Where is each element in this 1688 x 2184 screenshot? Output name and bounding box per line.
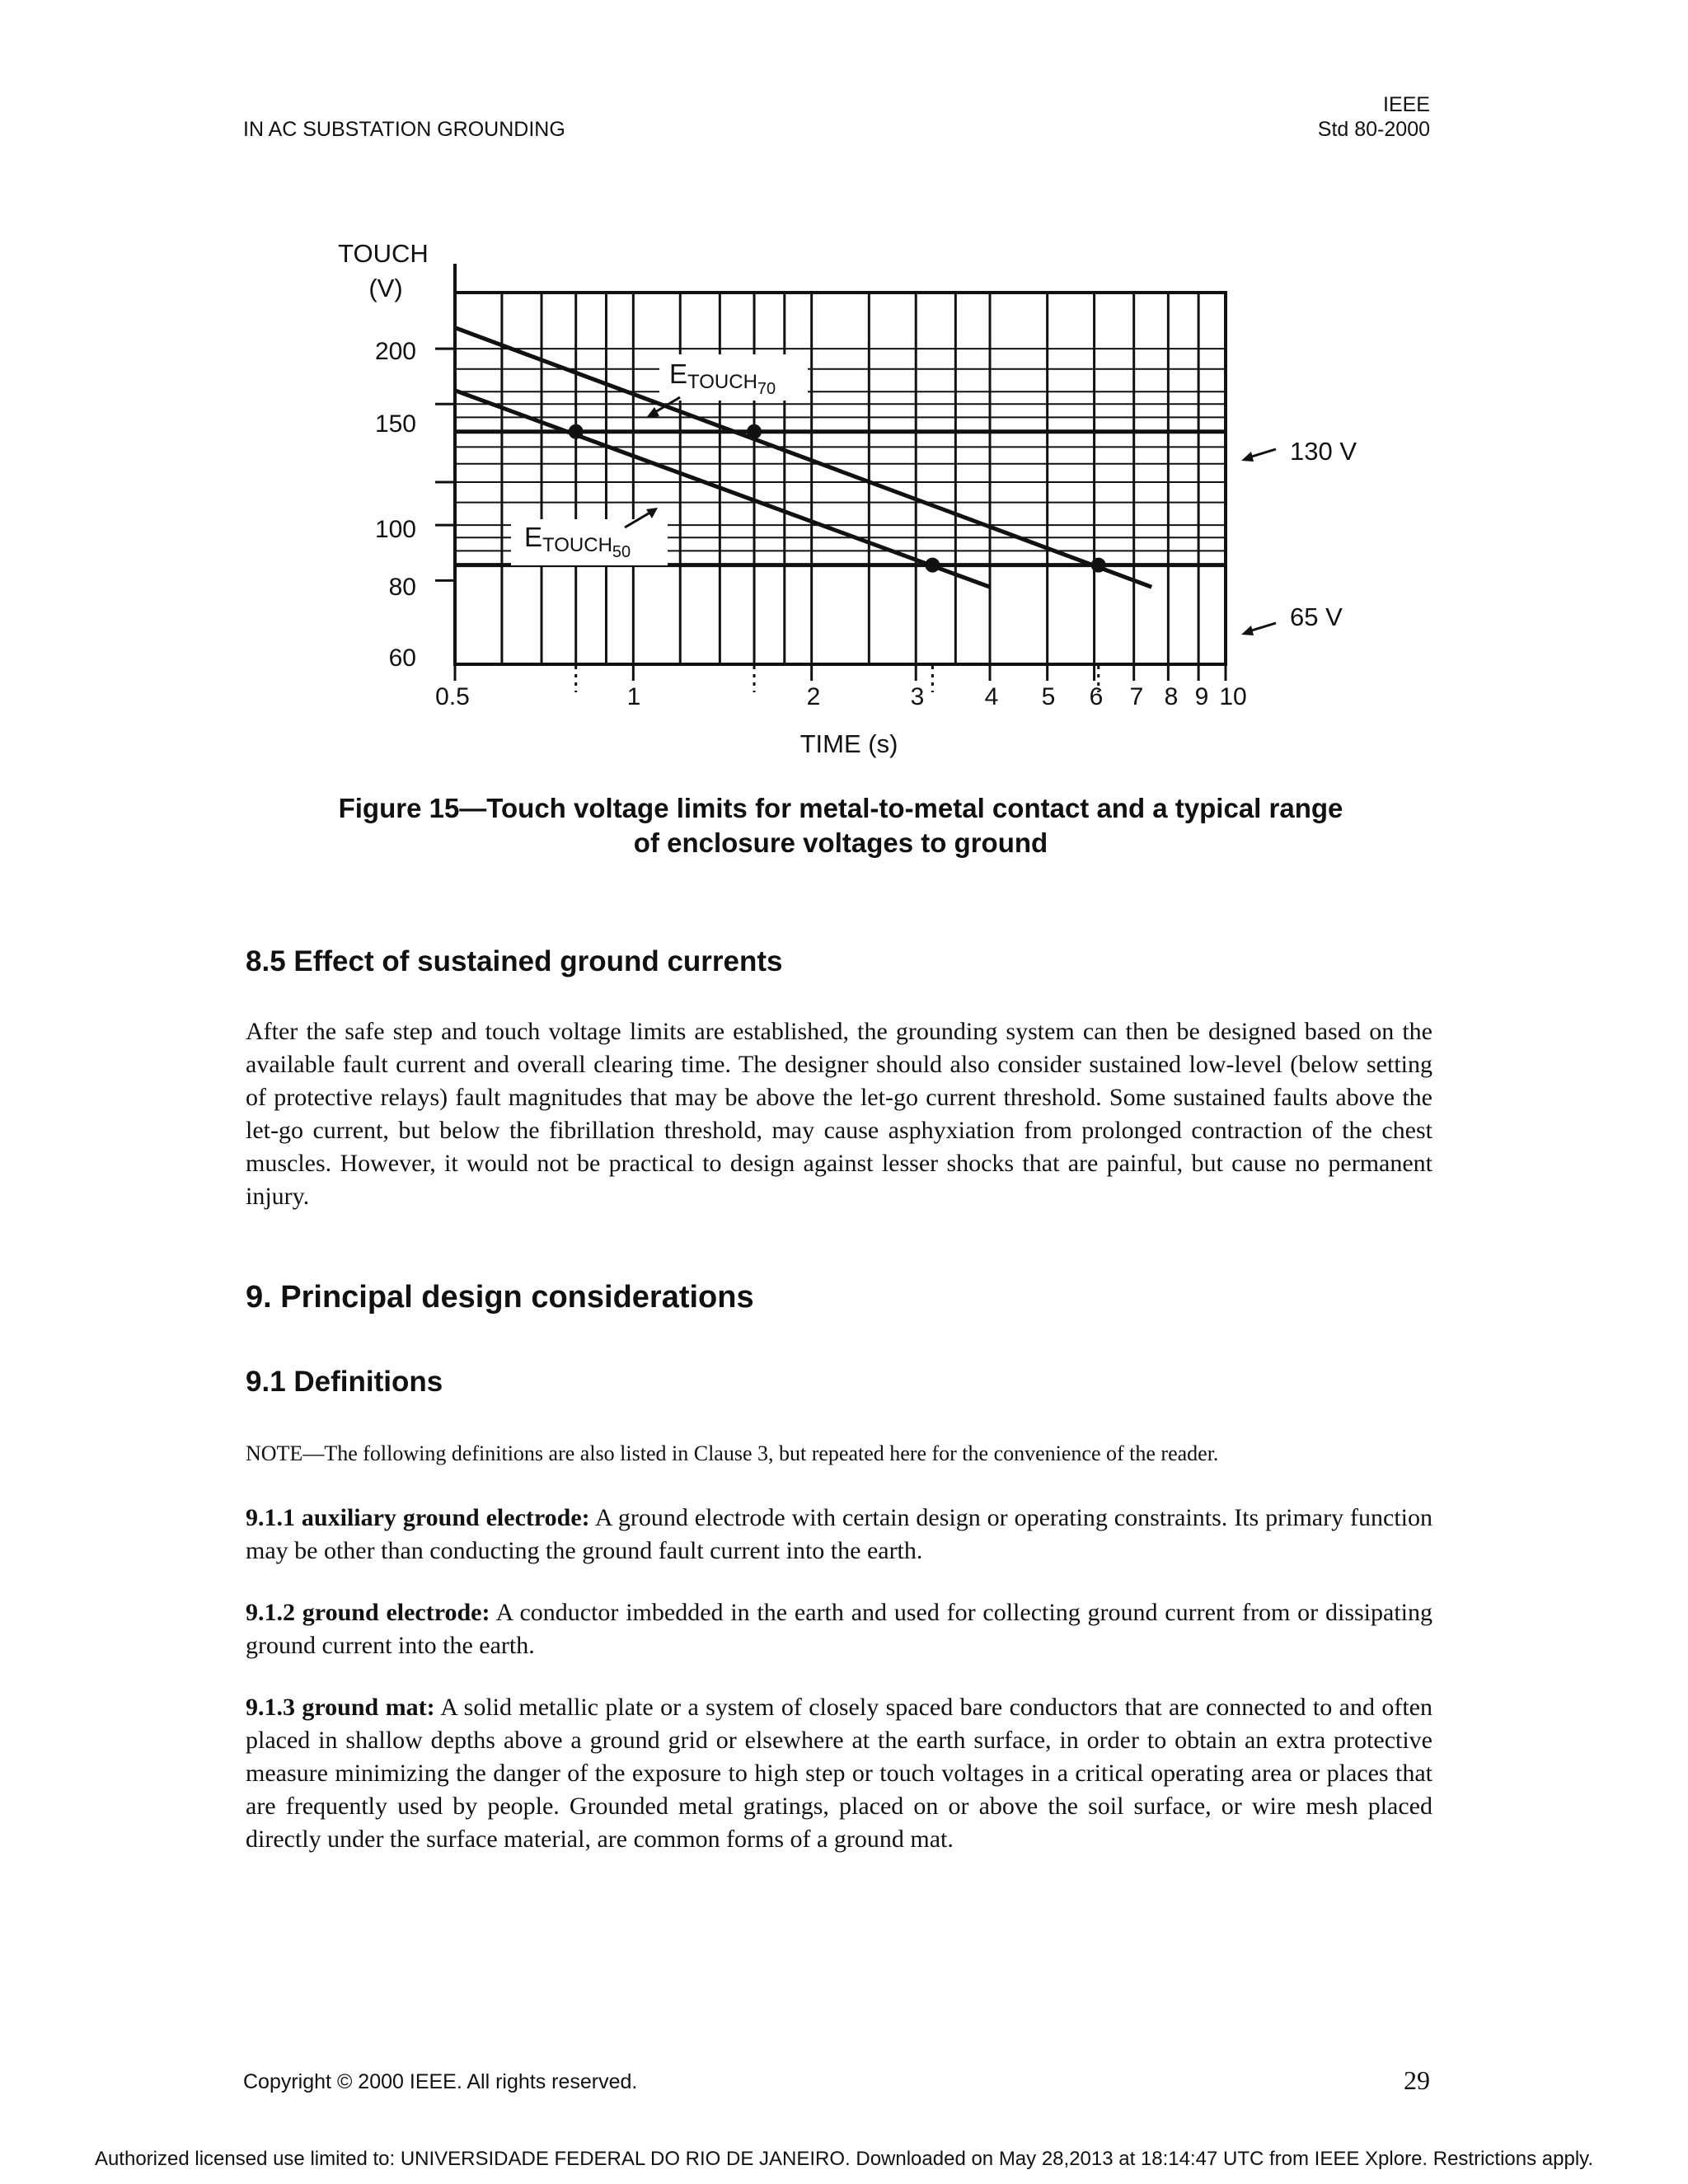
y-axis-label-line1: TOUCH — [338, 239, 429, 268]
y-tick-label-80: 80 — [388, 574, 416, 601]
ref-arrowhead-65v — [1241, 626, 1254, 635]
x-tick-label-9: 9 — [1194, 683, 1209, 710]
definition-9-1-1-term: 9.1.1 auxiliary ground electrode: — [246, 1504, 590, 1531]
license-notice: Authorized licensed use limited to: UNIVERSIDADE FEDERAL DO RIO DE JANEIRO. Downloaded on May 28,2013 at 18:14:47 UTC from IEEE Xplore. Restrictions apply. — [94, 2148, 1594, 2170]
copyright-footer: Copyright © 2000 IEEE. All rights reserved. — [243, 2070, 638, 2093]
x-tick-label-0.5: 0.5 — [435, 683, 470, 710]
ref-label-130v: 130 V — [1290, 437, 1357, 466]
ref-label-65v: 65 V — [1290, 602, 1343, 631]
definition-9-1-3 — [246, 1691, 1432, 1856]
definition-9-1-3-text: A solid metallic plate or a system of closely spaced bare conductors that are connected to and often placed in shallow depths above a ground grid or elsewhere at the earth surface, in order to obtain an extra protective measure minimizing the danger of the exposure to high step or touch voltages in a critical operating area or places that are frequently used by people. Grounded metal gratings, placed on or above the soil surface, or wire mesh placed directly under the surface material, are common forms of a ground mat. — [246, 1694, 1432, 1853]
intersection-point — [747, 424, 762, 439]
touch-voltage-chart — [0, 0, 1688, 775]
intersection-point — [1091, 558, 1106, 573]
header-ieee: IEEE — [1383, 93, 1430, 116]
x-tick-label-5: 5 — [1041, 683, 1056, 710]
figure-caption — [247, 791, 1434, 860]
section-8-5-body: After the safe step and touch voltage limits are established, the grounding system can then be designed based on the available fault current and overall clearing time. The designer should also consider sustained low-level (below setting of protective relays) fault magnitudes that may be above the let-go current threshold. Some sustained faults above the let-go current, but below the fibrillation threshold, may cause asphyxiation from prolonged contraction of the chest muscles. However, it would not be practical to design against lesser shocks that are painful, but cause no permanent injury. — [246, 1018, 1432, 1210]
x-tick-label-3: 3 — [910, 683, 925, 710]
header-std: Std 80-2000 — [1317, 118, 1430, 141]
definition-9-1-2-term: 9.1.2 ground electrode: — [246, 1599, 490, 1626]
chart-grid — [455, 293, 1226, 664]
etouch70-arrowhead — [646, 407, 659, 418]
x-tick-label-8: 8 — [1164, 683, 1179, 710]
ref-arrowhead-130v — [1241, 452, 1254, 462]
y-tick-label-100: 100 — [374, 516, 416, 543]
x-tick-label-10: 10 — [1219, 683, 1247, 710]
definition-9-1-2-text: A conductor imbedded in the earth and used for collecting ground current from or dissipating ground current into the earth. — [246, 1599, 1432, 1659]
section-8-5-heading: 8.5 Effect of sustained ground currents — [246, 945, 783, 977]
intersection-point — [925, 558, 940, 573]
y-tick-label-150: 150 — [374, 410, 416, 438]
page-number: 29 — [1404, 2065, 1430, 2095]
running-header-left: IN AC SUBSTATION GROUNDING — [243, 118, 565, 141]
x-tick-label-6: 6 — [1089, 683, 1104, 710]
chart-ticks — [435, 264, 1226, 692]
definition-9-1-2 — [246, 1596, 1432, 1662]
intersection-point — [569, 424, 584, 439]
figure-caption-line2: of enclosure voltages to ground — [633, 827, 1048, 858]
etouch70-label: $ETOUCH_{70}$ — [669, 359, 776, 398]
definition-9-1-1-text: A ground electrode with certain design or operating constraints. Its primary function may be other than conducting the ground fault current into the earth. — [246, 1504, 1433, 1564]
definitions-note: NOTE—The following definitions are also listed in Clause 3, but repeated here for the convenience of the reader. — [246, 1441, 1219, 1465]
section-9-1-heading: 9.1 Definitions — [246, 1366, 443, 1398]
x-tick-label-1: 1 — [626, 683, 641, 710]
x-tick-label-7: 7 — [1129, 683, 1144, 710]
y-tick-label-60: 60 — [388, 644, 416, 672]
figure-caption-line1: Figure 15—Touch voltage limits for metal-to-metal contact and a typical range — [338, 793, 1343, 823]
definition-9-1-1 — [246, 1502, 1432, 1568]
section-9-heading: 9. Principal design considerations — [246, 1280, 754, 1315]
definition-9-1-3-term: 9.1.3 ground mat: — [246, 1694, 435, 1721]
y-tick-label-200: 200 — [374, 338, 416, 365]
y-axis-label-line2: (V) — [368, 274, 403, 302]
x-axis-label: TIME (s) — [799, 729, 898, 758]
x-tick-label-2: 2 — [806, 683, 821, 710]
x-tick-label-4: 4 — [984, 683, 999, 710]
etouch50-label: $ETOUCH_{50}$ — [524, 522, 631, 561]
